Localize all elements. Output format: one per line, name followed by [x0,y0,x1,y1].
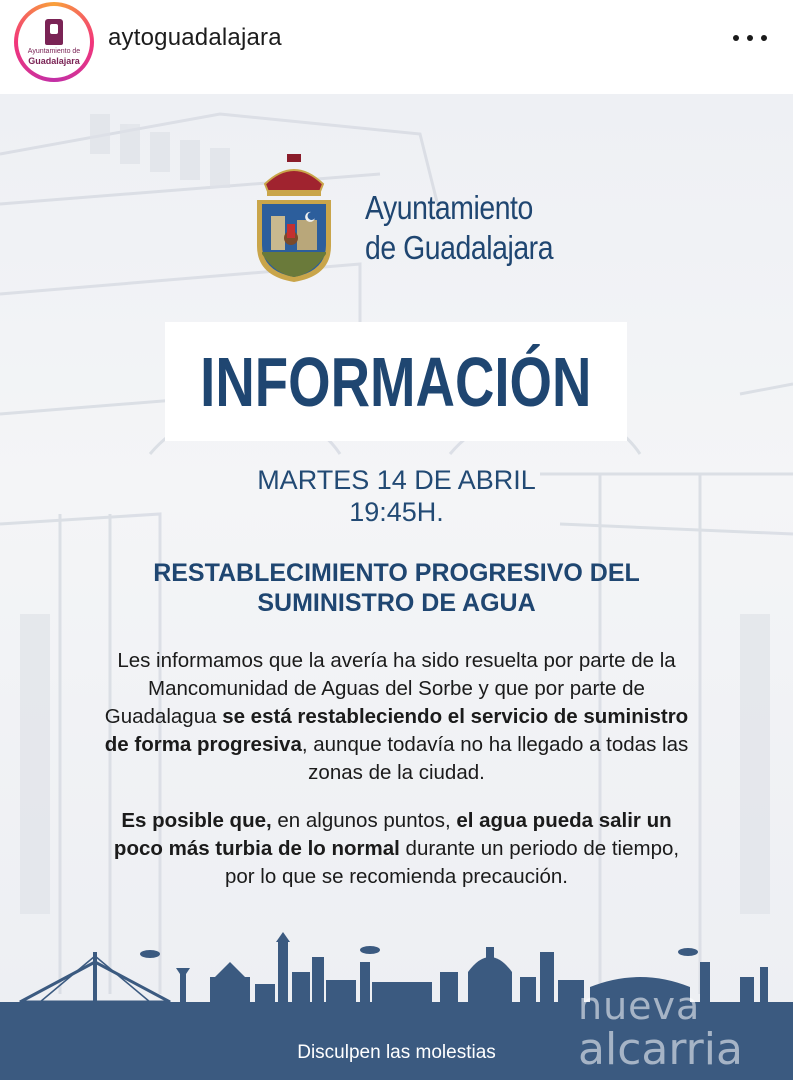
account-username[interactable]: aytoguadalajara [108,24,282,51]
post-header [0,0,793,94]
coat-of-arms-icon [253,154,335,284]
p1-text-a: Les informamos que la avería ha sido resuelta por parte de la Mancomunidad de Aguas del Sorbe y que por parte de Guadalagua [104,649,676,728]
more-options-button[interactable] [733,32,767,44]
city-council-name [365,188,584,268]
watermark-line-2: alcarria [578,1024,743,1075]
time-line: 19:45H. [349,497,444,527]
p2-text-d: durante un periodo de tiempo, por lo que se recomienda precaución. [224,837,680,888]
p2-text-b: en algunos puntos, [271,809,457,832]
avatar-logo-text-line2: Guadalajara [28,55,80,66]
brand-line-2: de Guadalajara [365,229,554,266]
more-dot-icon [733,35,739,41]
info-title: INFORMACIÓN [200,342,592,421]
watermark-line-1: nueva [578,984,701,1028]
headline-line-1: RESTABLECIMIENTO PROGRESIVO DEL [153,559,640,587]
date-time [0,464,793,528]
p2-text-bold-a: Es posible que, [121,809,272,832]
avatar-logo [18,6,90,78]
headline [0,558,793,618]
city-logo-icon [45,19,63,45]
avatar-logo-text-line1: Ayuntamiento de [27,47,81,55]
avatar[interactable] [14,2,94,82]
p1-text-c: , aunque todavía no ha llegado a todas las zonas de la ciudad. [301,733,689,784]
more-dot-icon [747,35,753,41]
date-line: MARTES 14 DE ABRIL [257,465,536,495]
paragraph-turbid-water-warning [100,807,693,891]
brand-line-1: Ayuntamiento [365,189,533,226]
headline-line-2: SUMINISTRO DE AGUA [257,589,536,617]
p1-text-bold: se está restableciendo el servicio de suministro de forma progresiva [104,705,689,756]
post-image[interactable] [0,94,793,1080]
more-dot-icon [761,35,767,41]
watermark-logo [578,984,793,1075]
p2-text-bold-c: el agua pueda salir un poco más turbia de lo normal [113,809,672,860]
footer-apology: Disculpen las molestias [297,1042,496,1063]
title-banner [165,322,627,441]
paragraph-repair-notice [100,647,693,787]
